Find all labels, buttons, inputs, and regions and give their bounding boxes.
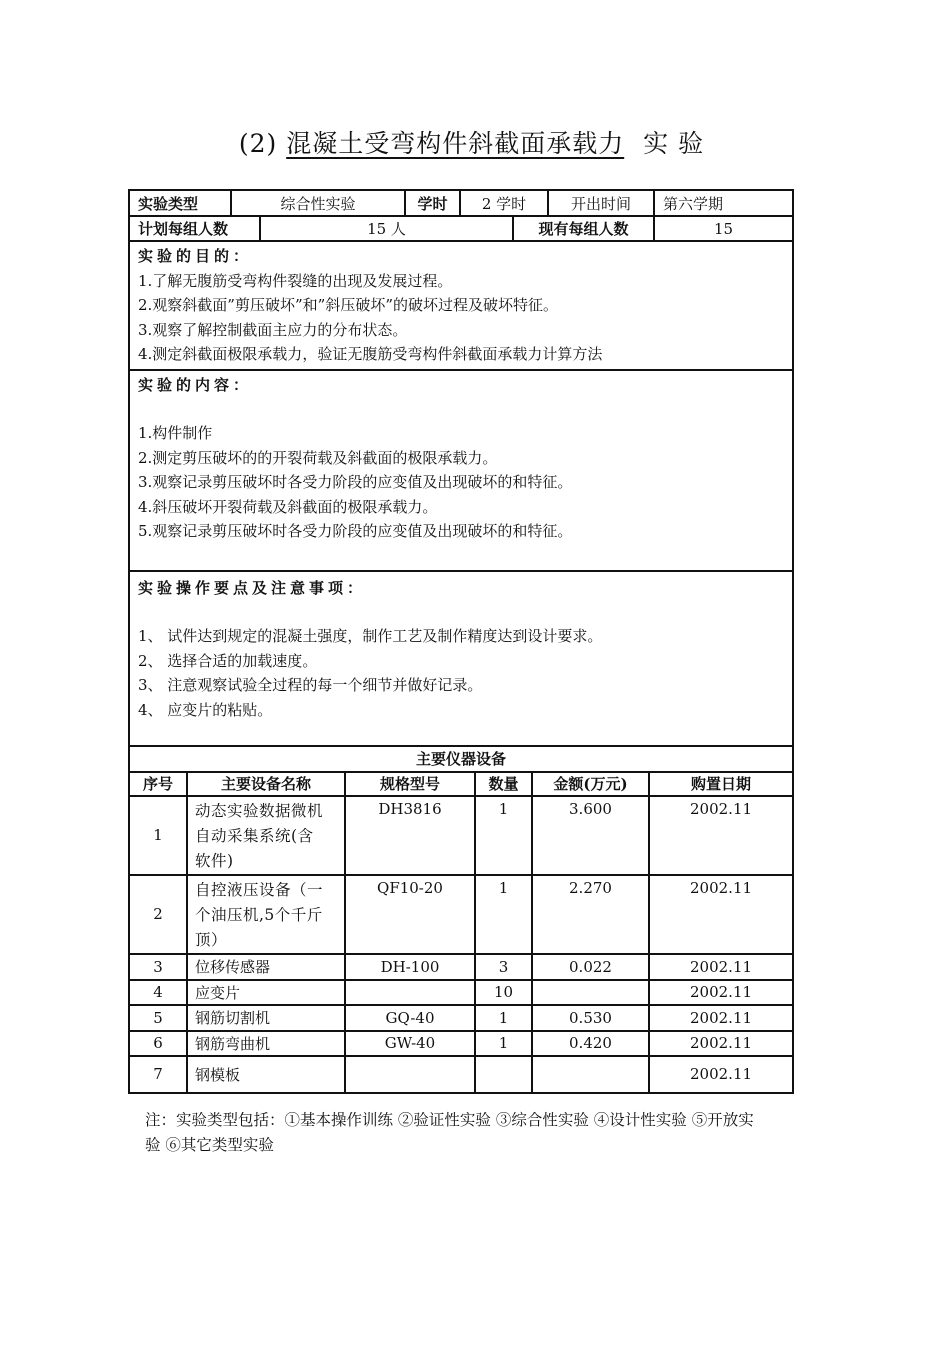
- purpose-item: 3.观察了解控制截面主应力的分布状态。: [138, 320, 408, 339]
- notes-block: [129, 571, 793, 746]
- table-row: [129, 1031, 793, 1056]
- notes-item: 2、 选择合适的加载速度。: [138, 651, 318, 670]
- content-block: [129, 370, 793, 571]
- info-table: [128, 189, 794, 747]
- table-row: [129, 980, 793, 1005]
- notes-item: 4、 应变片的粘贴。: [138, 700, 273, 719]
- content-item: 3.观察记录剪压破坏时各受力阶段的应变值及出现破坏的和特征。: [138, 473, 573, 491]
- row-qty: 1: [475, 1005, 532, 1031]
- row-name-line: 自控液压设备（一: [195, 880, 324, 899]
- footnote-line: 验 ⑥其它类型实验: [145, 1136, 274, 1154]
- header-model: 规格型号: [345, 772, 475, 796]
- plan-value: 15 人: [260, 216, 513, 241]
- row-no: 4: [129, 980, 187, 1005]
- row-date: 2002.11: [649, 954, 793, 980]
- row-amount: 0.420: [532, 1031, 649, 1056]
- row-qty: 1: [475, 796, 532, 875]
- content-item: 5.观察记录剪压破坏时各受力阶段的应变值及出现破坏的和特征。: [138, 522, 573, 540]
- row-date: 2002.11: [649, 796, 793, 875]
- row-name: 位移传感器: [187, 954, 345, 980]
- row-name-line: 自动采集系统(含: [195, 826, 314, 845]
- row-name: 钢模板: [187, 1056, 345, 1093]
- header-qty: 数量: [475, 772, 532, 796]
- table-row: [129, 1056, 793, 1093]
- row-name: [187, 875, 345, 954]
- row-amount: 0.022: [532, 954, 649, 980]
- notes-item: 3、 注意观察试验全过程的每一个细节并做好记录。: [138, 676, 483, 694]
- row-model: [345, 980, 475, 1005]
- content-item: 2.测定剪压破坏的的开裂荷载及斜截面的极限承载力。: [138, 448, 498, 467]
- row-name: 钢筋切割机: [187, 1005, 345, 1031]
- term-label: 开出时间: [548, 190, 654, 216]
- equipment-table: [128, 745, 794, 1094]
- row-amount: 3.600: [532, 796, 649, 875]
- row-no: 3: [129, 954, 187, 980]
- plan-label: 计划每组人数: [129, 216, 260, 241]
- row-name: 应变片: [187, 980, 345, 1005]
- row-no: 2: [129, 875, 187, 954]
- title-suffix: 实验: [643, 129, 714, 158]
- footnote-line: 注：实验类型包括：①基本操作训练 ②验证性实验 ③综合性实验 ④设计性实验 ⑤开放实: [145, 1111, 754, 1129]
- row-name-line: 动态实验数据微机: [195, 801, 324, 820]
- row-qty: [475, 1056, 532, 1093]
- purpose-heading: 实验的目的：: [138, 247, 253, 265]
- title-prefix: (2): [238, 129, 278, 158]
- content-heading: 实验的内容：: [138, 375, 253, 394]
- purpose-block: [129, 241, 793, 370]
- table-row: [129, 954, 793, 980]
- row-qty: 3: [475, 954, 532, 980]
- row-name: 钢筋弯曲机: [187, 1031, 345, 1056]
- content-item: 4.斜压破坏开裂荷载及斜截面的极限承载力。: [138, 497, 438, 516]
- row-no: 5: [129, 1005, 187, 1031]
- row-name-line: 软件): [195, 851, 234, 870]
- footnote: [145, 1108, 815, 1158]
- header-amount: 金额(万元): [532, 772, 649, 796]
- row-date: 2002.11: [649, 1005, 793, 1031]
- row-qty: 10: [475, 980, 532, 1005]
- notes-heading: 实验操作要点及注意事项：: [138, 578, 367, 597]
- purpose-item: 4.测定斜截面极限承载力，验证无腹筋受弯构件斜截面承载力计算方法: [138, 345, 603, 363]
- header-name: 主要设备名称: [187, 772, 345, 796]
- row-model: [345, 1056, 475, 1093]
- type-label: 实验类型: [129, 190, 231, 216]
- now-value: 15: [654, 216, 793, 241]
- notes-item: 1、 试件达到规定的混凝土强度，制作工艺及制作精度达到设计要求。: [138, 627, 603, 645]
- row-amount: [532, 1056, 649, 1093]
- row-no: 6: [129, 1031, 187, 1056]
- hours-label: 学时: [405, 190, 460, 216]
- purpose-item: 1.了解无腹筋受弯构件裂缝的出现及发展过程。: [138, 271, 453, 290]
- hours-value: 2 学时: [460, 190, 548, 216]
- row-model: DH3816: [345, 796, 475, 875]
- row-no: 7: [129, 1056, 187, 1093]
- row-amount: 0.530: [532, 1005, 649, 1031]
- row-amount: 2.270: [532, 875, 649, 954]
- row-qty: 1: [475, 875, 532, 954]
- page-title: [0, 124, 952, 160]
- purpose-item: 2.观察斜截面”剪压破坏”和”斜压破坏”的破坏过程及破坏特征。: [138, 296, 558, 314]
- header-no: 序号: [129, 772, 187, 796]
- row-date: 2002.11: [649, 980, 793, 1005]
- row-name-line: 个油压机,5个千斤: [195, 905, 323, 924]
- title-main: 混凝土受弯构件斜截面承载力: [286, 129, 625, 158]
- row-model: GW-40: [345, 1031, 475, 1056]
- table-row: [129, 875, 793, 954]
- header-date: 购置日期: [649, 772, 793, 796]
- row-no: 1: [129, 796, 187, 875]
- row-model: QF10-20: [345, 875, 475, 954]
- row-model: GQ-40: [345, 1005, 475, 1031]
- row-date: 2002.11: [649, 1056, 793, 1093]
- experiment-sheet: [128, 189, 792, 1094]
- equipment-heading: 主要仪器设备: [129, 746, 793, 772]
- row-date: 2002.11: [649, 875, 793, 954]
- content-item: 1.构件制作: [138, 424, 213, 442]
- table-row: [129, 1005, 793, 1031]
- type-value: 综合性实验: [231, 190, 405, 216]
- row-amount: [532, 980, 649, 1005]
- row-qty: 1: [475, 1031, 532, 1056]
- row-name-line: 顶）: [195, 930, 228, 949]
- now-label: 现有每组人数: [513, 216, 654, 241]
- row-date: 2002.11: [649, 1031, 793, 1056]
- term-value: 第六学期: [654, 190, 793, 216]
- table-row: [129, 796, 793, 875]
- row-model: DH-100: [345, 954, 475, 980]
- row-name: [187, 796, 345, 875]
